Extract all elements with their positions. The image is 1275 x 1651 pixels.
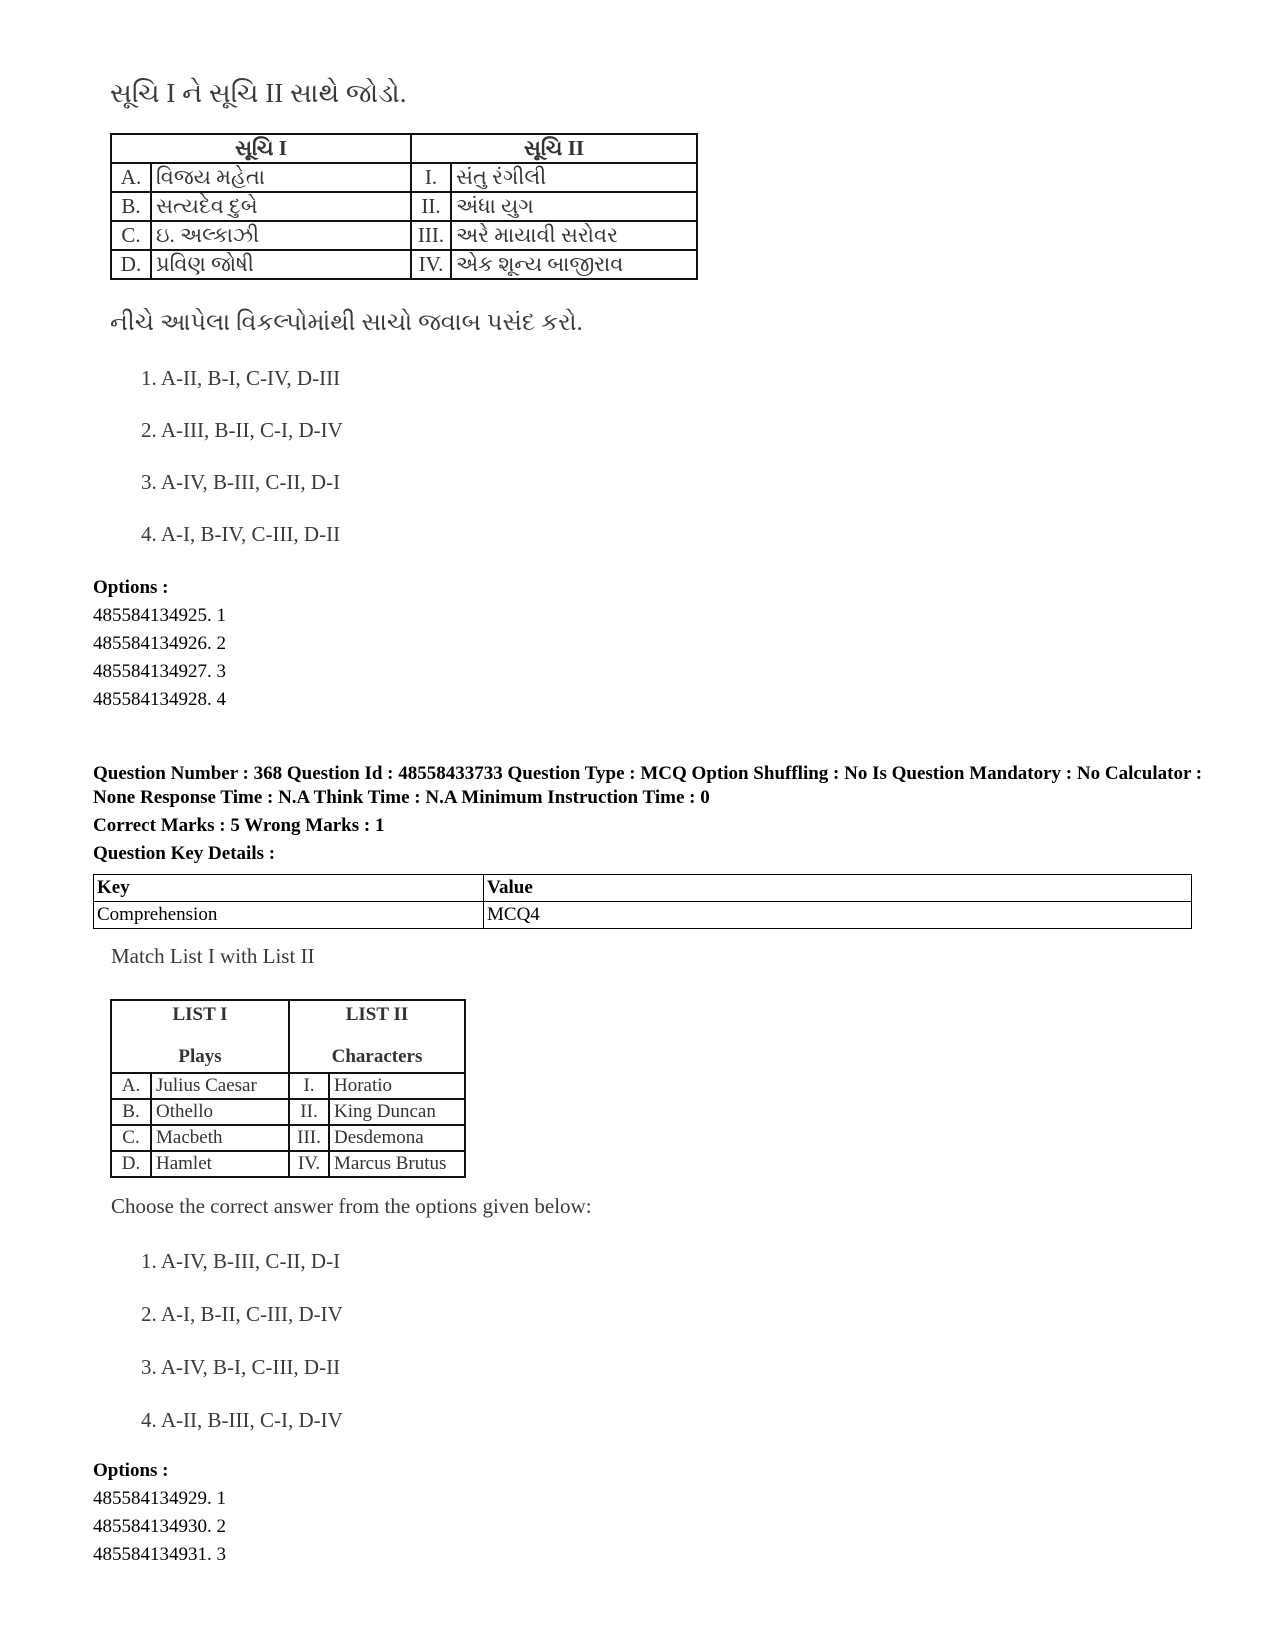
choice-2: 2. A-III, B-II, C-I, D-IV bbox=[141, 418, 343, 442]
row-letter: B. bbox=[111, 192, 151, 221]
question-meta bbox=[93, 762, 1213, 866]
list1-title: LIST I bbox=[172, 1004, 228, 1025]
list2-item: એક શૂન્ય બાજીરાવ bbox=[451, 250, 697, 279]
row-numeral: IV. bbox=[411, 250, 451, 279]
choice-1: 1. A-II, B-I, C-IV, D-III bbox=[141, 366, 341, 390]
table-row bbox=[111, 221, 697, 250]
row-numeral: II. bbox=[411, 192, 451, 221]
match-table-gujarati bbox=[110, 133, 698, 280]
choice-3: 3. A-IV, B-I, C-III, D-II bbox=[141, 1355, 341, 1379]
row-letter: C. bbox=[111, 221, 151, 250]
table-row bbox=[94, 902, 1192, 929]
table-row bbox=[111, 192, 697, 221]
question-title-gujarati: સૂચિ I ને સૂચિ II સાથે જોડો. bbox=[110, 78, 407, 108]
row-numeral: IV. bbox=[289, 1151, 329, 1177]
marks-line: Correct Marks : 5 Wrong Marks : 1 bbox=[93, 815, 385, 836]
row-letter: C. bbox=[111, 1125, 151, 1151]
table-row bbox=[111, 1073, 465, 1099]
list1-item: Hamlet bbox=[151, 1151, 289, 1177]
list2-item: Desdemona bbox=[329, 1125, 465, 1151]
row-letter: D. bbox=[111, 1151, 151, 1177]
list1-item: ઇ. અલ્કાઝી bbox=[151, 221, 411, 250]
list1-subtitle: Plays bbox=[178, 1046, 222, 1067]
list1-item: Othello bbox=[151, 1099, 289, 1125]
question-title-english: Match List I with List II bbox=[111, 944, 315, 968]
row-letter: D. bbox=[111, 250, 151, 279]
key-header: Key bbox=[94, 875, 484, 902]
row-numeral: III. bbox=[411, 221, 451, 250]
list1-item: Macbeth bbox=[151, 1125, 289, 1151]
list1-item: વિજય મહેતા bbox=[151, 163, 411, 192]
question-meta-line: Question Number : 368 Question Id : 48558433733 Question Type : MCQ Option Shuffling : No Is Question Mandatory : No Calculator : None Response Time : N.A Think Time : N.A Minimum Instruction Time : 0 bbox=[93, 763, 1203, 808]
table-row bbox=[111, 1151, 465, 1177]
row-numeral: II. bbox=[289, 1099, 329, 1125]
list2-item: Horatio bbox=[329, 1073, 465, 1099]
choice-2: 2. A-I, B-II, C-III, D-IV bbox=[141, 1302, 343, 1326]
row-numeral: I. bbox=[411, 163, 451, 192]
choice-3: 3. A-IV, B-III, C-II, D-I bbox=[141, 470, 341, 494]
choice-4: 4. A-I, B-IV, C-III, D-II bbox=[141, 522, 341, 546]
option-item: 485584134926. 2 bbox=[93, 633, 226, 654]
list1-item: પ્રવિણ જોષી bbox=[151, 250, 411, 279]
option-item: 485584134927. 3 bbox=[93, 661, 226, 682]
key-cell: Comprehension bbox=[94, 902, 484, 929]
list2-item: Marcus Brutus bbox=[329, 1151, 465, 1177]
list1-item: Julius Caesar bbox=[151, 1073, 289, 1099]
value-cell: MCQ4 bbox=[484, 902, 1192, 929]
options-label: Options : bbox=[93, 1460, 169, 1481]
match-table-english bbox=[110, 999, 466, 1178]
list2-item: સંતુ રંગીલી bbox=[451, 163, 697, 192]
list1-header: સૂચિ I bbox=[111, 134, 411, 163]
table-row bbox=[111, 163, 697, 192]
instruction-english: Choose the correct answer from the options given below: bbox=[111, 1194, 592, 1218]
list1-item: સત્યદેવ દુબે bbox=[151, 192, 411, 221]
list1-header bbox=[111, 1000, 289, 1073]
table-row bbox=[111, 1125, 465, 1151]
value-header: Value bbox=[484, 875, 1192, 902]
option-item: 485584134929. 1 bbox=[93, 1488, 226, 1509]
row-letter: B. bbox=[111, 1099, 151, 1125]
choice-1: 1. A-IV, B-III, C-II, D-I bbox=[141, 1249, 341, 1273]
instruction-gujarati: નીચે આપેલા વિકલ્પોમાંથી સાચો જવાબ પસંદ કરો. bbox=[110, 310, 583, 336]
question-key-table bbox=[93, 874, 1192, 929]
list2-subtitle: Characters bbox=[331, 1046, 423, 1067]
list2-item: અંધા યુગ bbox=[451, 192, 697, 221]
option-item: 485584134928. 4 bbox=[93, 689, 226, 710]
list2-header: સૂચિ II bbox=[411, 134, 697, 163]
list2-title: LIST II bbox=[345, 1004, 409, 1025]
option-item: 485584134930. 2 bbox=[93, 1516, 226, 1537]
option-item: 485584134931. 3 bbox=[93, 1544, 226, 1565]
key-details-label: Question Key Details : bbox=[93, 843, 276, 864]
row-letter: A. bbox=[111, 1073, 151, 1099]
choice-4: 4. A-II, B-III, C-I, D-IV bbox=[141, 1408, 343, 1432]
list2-item: અરે માયાવી સરોવર bbox=[451, 221, 697, 250]
options-label: Options : bbox=[93, 577, 169, 598]
row-letter: A. bbox=[111, 163, 151, 192]
option-item: 485584134925. 1 bbox=[93, 605, 226, 626]
list2-header bbox=[289, 1000, 465, 1073]
table-row bbox=[111, 250, 697, 279]
list2-item: King Duncan bbox=[329, 1099, 465, 1125]
row-numeral: I. bbox=[289, 1073, 329, 1099]
table-row bbox=[111, 1099, 465, 1125]
row-numeral: III. bbox=[289, 1125, 329, 1151]
